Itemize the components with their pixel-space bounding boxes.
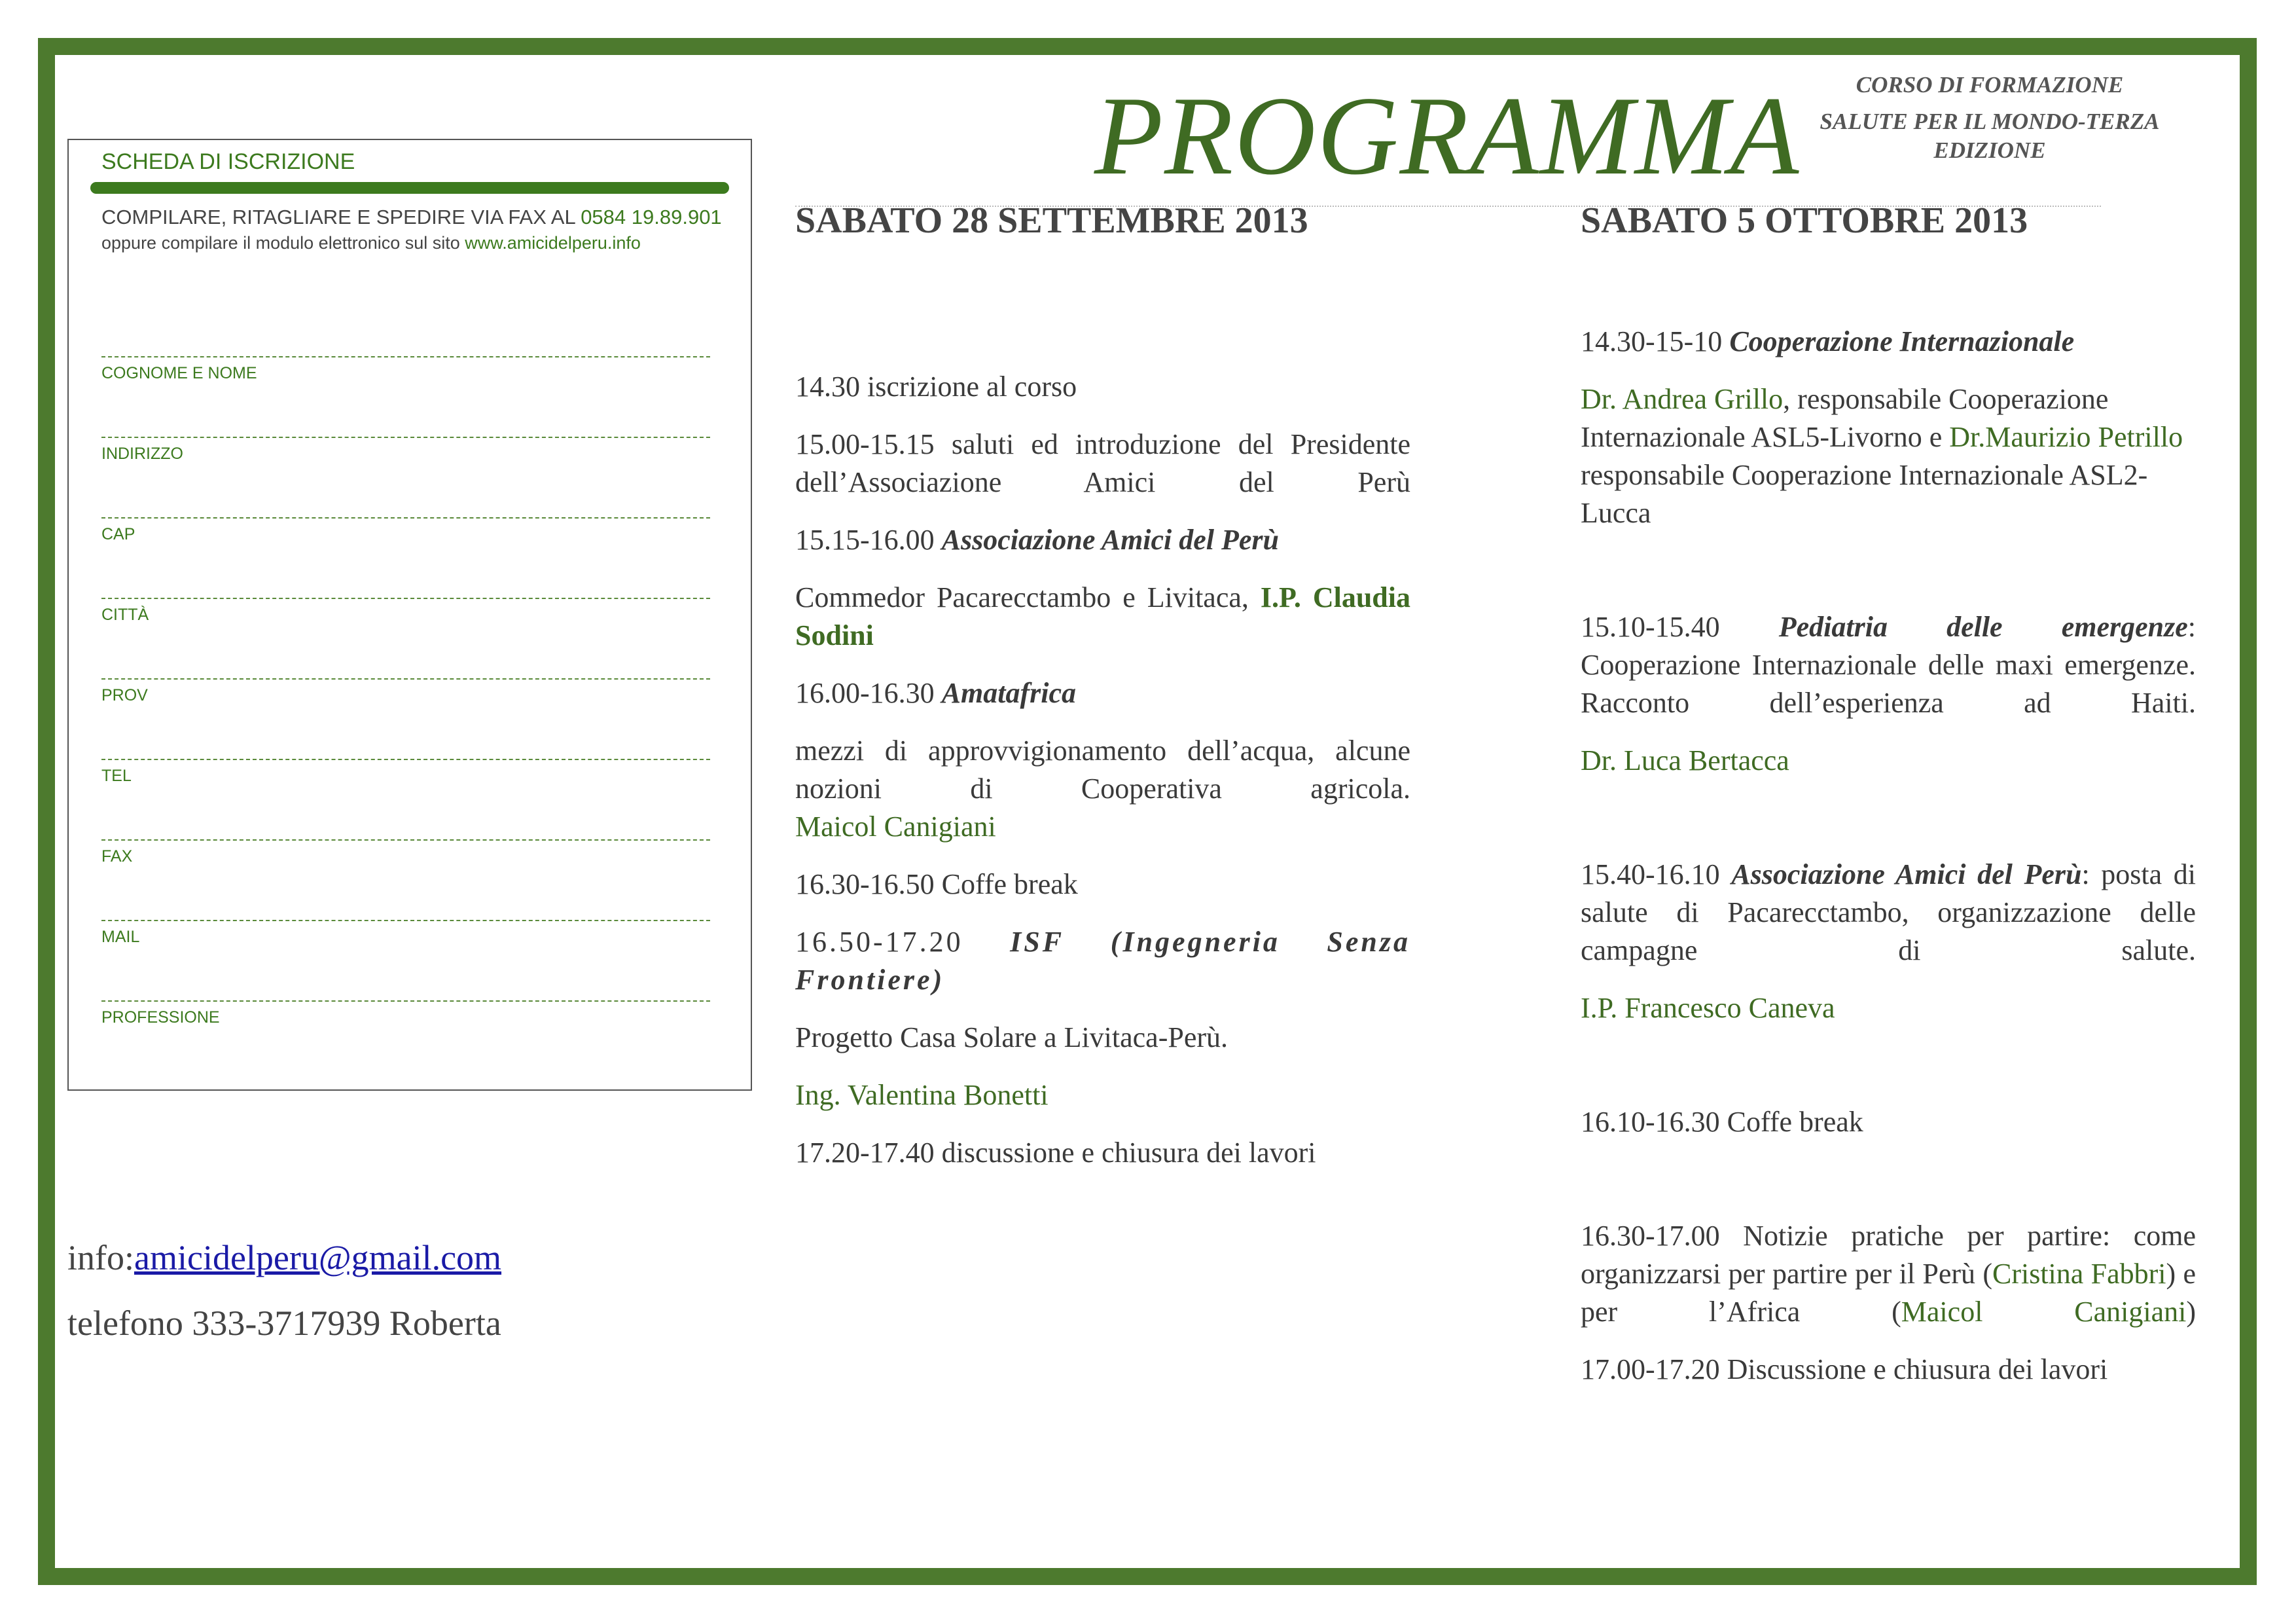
info-label: info: xyxy=(67,1238,134,1277)
schedule-item xyxy=(1581,323,2196,361)
field-label: TEL xyxy=(101,767,132,785)
schedule-item: 16.30-16.50 Coffe break xyxy=(795,868,1078,900)
field-label: INDIRIZZO xyxy=(101,445,183,463)
form-instruction-online xyxy=(101,233,641,253)
registration-form xyxy=(67,139,752,1091)
item-speaker: I.P. Claudia Sodini xyxy=(795,581,1410,651)
schedule-item: mezzi di approvvigionamento dell’acqua, alcune nozioni di Cooperativa agricola. xyxy=(795,735,1410,805)
form-field-prov[interactable] xyxy=(101,678,710,705)
form-title: SCHEDA DI ISCRIZIONE xyxy=(101,149,355,174)
day1-schedule xyxy=(795,368,1410,1172)
day2-schedule xyxy=(1581,323,2196,1389)
course-title xyxy=(1780,71,2199,165)
item-time: 16.00-16.30 xyxy=(795,677,942,709)
field-line[interactable] xyxy=(101,839,710,841)
item-speaker: Dr. Andrea Grillo xyxy=(1581,383,1784,415)
schedule-item: 14.30 iscrizione al corso xyxy=(795,371,1077,403)
item-speaker: I.P. Francesco Caneva xyxy=(1581,992,1835,1024)
field-label: PROFESSIONE xyxy=(101,1008,220,1027)
item-speaker: Dr.Maurizio Petrillo xyxy=(1949,421,2183,453)
field-label: CAP xyxy=(101,525,135,543)
field-label: CITTÀ xyxy=(101,606,149,624)
item-text: , responsabile Cooperazione Internazionale ASL5-Livorno e xyxy=(1581,383,2109,453)
schedule-item xyxy=(795,674,1410,712)
schedule-item: 17.20-17.40 discussione e chiusura dei lavori xyxy=(795,1137,1316,1169)
field-line[interactable] xyxy=(101,759,710,760)
item-speaker: Maicol Canigiani xyxy=(1901,1296,2187,1328)
form-field-profession[interactable] xyxy=(101,1000,710,1027)
field-label: COGNOME E NOME xyxy=(101,364,257,382)
form-field-name[interactable] xyxy=(101,356,710,383)
item-title: Cooperazione Internazionale xyxy=(1729,325,2075,357)
field-line[interactable] xyxy=(101,437,710,438)
field-label: MAIL xyxy=(101,928,140,946)
field-line[interactable] xyxy=(101,920,710,921)
field-line[interactable] xyxy=(101,1000,710,1002)
item-title: ISF (Ingegneria Senza Frontiere) xyxy=(795,926,1410,996)
item-time: 15.10-15.40 xyxy=(1581,611,1779,643)
site-link[interactable]: www.amicidelperu.info xyxy=(465,233,641,253)
item-title: Amatafrica xyxy=(941,677,1076,709)
schedule-item: 16.10-16.30 Coffe break xyxy=(1581,1106,1863,1138)
item-time: 15.15-16.00 xyxy=(795,524,942,556)
item-text: responsabile Cooperazione Internazionale ASL2-Lucca xyxy=(1581,459,2148,529)
item-speaker: Maicol Canigiani xyxy=(795,811,996,843)
item-title: Associazione Amici del Perù xyxy=(1731,858,2082,890)
item-speaker: Dr. Luca Bertacca xyxy=(1581,744,1789,776)
form-field-fax[interactable] xyxy=(101,839,710,866)
schedule-item xyxy=(1581,608,2196,722)
field-line[interactable] xyxy=(101,517,710,519)
fax-number: 0584 19.89.901 xyxy=(581,206,722,228)
form-instruction-text: COMPILARE, RITAGLIARE E SPEDIRE VIA FAX AL xyxy=(101,206,581,228)
field-line[interactable] xyxy=(101,598,710,599)
field-label: FAX xyxy=(101,847,133,866)
form-field-address[interactable] xyxy=(101,437,710,464)
schedule-item xyxy=(1581,380,2196,532)
schedule-item: Progetto Casa Solare a Livitaca-Perù. xyxy=(795,1021,1229,1053)
day1-title: SABATO 28 SETTEMBRE 2013 xyxy=(795,200,1308,241)
item-time: 16.50-17.20 xyxy=(795,926,1011,958)
item-time: 15.40-16.10 xyxy=(1581,858,1732,890)
item-text: ) xyxy=(2186,1296,2196,1328)
schedule-item xyxy=(795,923,1410,999)
day2-title: SABATO 5 OTTOBRE 2013 xyxy=(1581,200,2028,241)
course-line2: SALUTE PER IL MONDO-TERZA EDIZIONE xyxy=(1820,109,2160,163)
item-speaker: Cristina Fabbri xyxy=(1992,1258,2166,1290)
item-speaker: Ing. Valentina Bonetti xyxy=(795,1079,1049,1111)
schedule-item xyxy=(795,521,1410,559)
email-link[interactable]: amicidelperu@gmail.com xyxy=(134,1238,502,1277)
schedule-item: 15.00-15.15 saluti ed introduzione del Presidente dell’Associazione Amici del Perù xyxy=(795,428,1410,498)
item-title: Associazione Amici del Perù xyxy=(941,524,1280,556)
item-text: : Cooperazione Internazionale delle maxi emergenze. Racconto dell’esperienza ad Haiti. xyxy=(1581,611,2196,719)
form-title-bar xyxy=(90,182,729,194)
item-text: ) e per l’Africa ( xyxy=(1581,1258,2196,1328)
form-field-tel[interactable] xyxy=(101,759,710,786)
form-instruction-online-text: oppure compilare il modulo elettronico sul sito xyxy=(101,233,465,253)
form-instruction xyxy=(101,206,722,229)
form-field-mail[interactable] xyxy=(101,920,710,947)
schedule-item: 17.00-17.20 Discussione e chiusura dei lavori xyxy=(1581,1353,2108,1385)
field-line[interactable] xyxy=(101,356,710,357)
schedule-item xyxy=(795,579,1410,655)
contact-info xyxy=(67,1237,501,1278)
item-time: 14.30-15-10 xyxy=(1581,325,1730,357)
item-text: 16.30-17.00 Notizie pratiche per partire: come organizzarsi per partire per il Perù ( xyxy=(1581,1220,2196,1290)
schedule-item xyxy=(1581,1217,2196,1331)
field-label: PROV xyxy=(101,686,148,704)
item-text: Commedor Pacarecctambo e Livitaca, xyxy=(795,581,1261,613)
contact-phone: telefono 333-3717939 Roberta xyxy=(67,1304,501,1343)
form-field-city[interactable] xyxy=(101,598,710,625)
item-title: Pediatria delle emergenze xyxy=(1778,611,2188,643)
page-title: PROGRAMMA xyxy=(1094,74,1801,198)
field-line[interactable] xyxy=(101,678,710,680)
course-line1: CORSO DI FORMAZIONE xyxy=(1856,72,2124,98)
form-field-cap[interactable] xyxy=(101,517,710,544)
item-text: : posta di salute di Pacarecctambo, organizzazione delle campagne di salute. xyxy=(1581,858,2196,966)
schedule-item xyxy=(1581,856,2196,970)
